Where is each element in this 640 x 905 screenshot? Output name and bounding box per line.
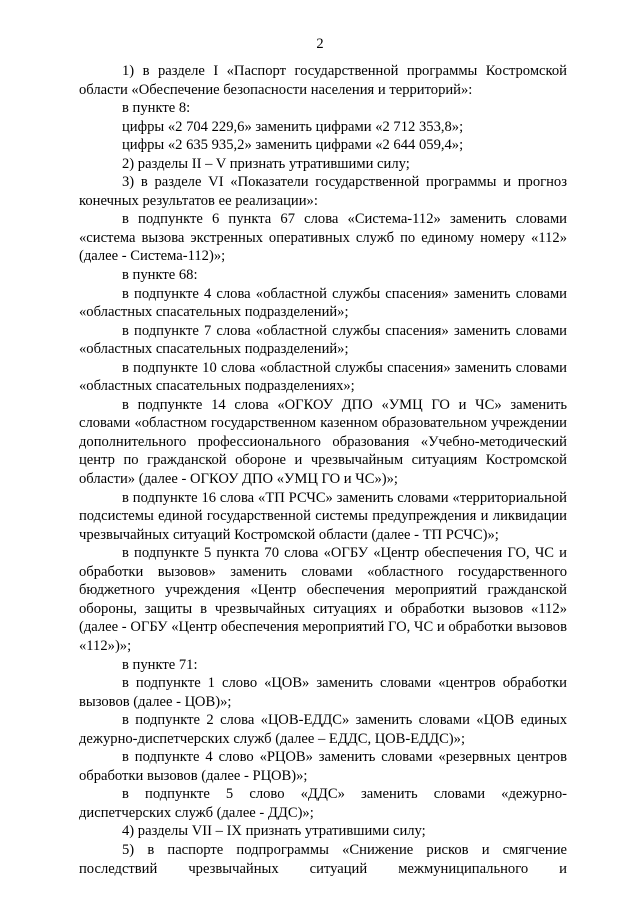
paragraph: в подпункте 4 слово «РЦОВ» заменить словами «резервных центров обработки вызовов (далее - РЦОВ)»;	[79, 749, 567, 784]
paragraph: в подпункте 5 слово «ДДС» заменить словами «дежурно-диспетчерских служб (далее - ДДС)»;	[79, 786, 567, 821]
paragraph: 5) в паспорте подпрограммы «Снижение рисков и смягчение последствий чрезвычайных ситуаций межмуниципального и	[79, 841, 567, 877]
paragraph: в пункте 68:	[122, 267, 198, 284]
paragraph: в подпункте 10 слова «областной службы спасения» заменить словами «областных спасательных подразделениях»;	[79, 359, 567, 395]
paragraph: в подпункте 6 пункта 67 слова «Система-112» заменить словами «система вызова экстренных оперативных служб по единому номеру «112» (далее - Система-112)»;	[79, 211, 567, 265]
paragraph: в подпункте 16 слова «ТП РСЧС» заменить словами «территориальной подсистемы единой государственной системы предупреждения и ликвидации чрезвычайных ситуаций Костромской области (далее - ТП РСЧС)»;	[79, 489, 567, 543]
paragraph: в подпункте 7 слова «областной службы спасения» заменить словами «областных спасательных подразделений»;	[79, 322, 567, 358]
paragraph: 4) разделы VII – IX признать утратившими силу;	[122, 823, 426, 840]
page-number: 2	[316, 36, 324, 52]
paragraph: 3) в разделе VI «Показатели государственной программы и прогноз конечных результатов ее реализации»:	[79, 174, 567, 209]
paragraph: в подпункте 14 слова «ОГКОУ ДПО «УМЦ ГО и ЧС» заменить словами «областном государственном казенном образовательном учреждении дополнительного профессионального образования «Учебно-методический центр по гражданской обороне и чрезвычайным ситуациям Костромской области» (далее - ОГКОУ ДПО «УМЦ ГО и ЧС»)»;	[79, 396, 567, 488]
paragraph: цифры «2 635 935,2» заменить цифрами «2 644 059,4»;	[122, 137, 464, 154]
paragraph: в подпункте 1 слово «ЦОВ» заменить словами «центров обработки вызовов (далее - ЦОВ)»;	[79, 675, 567, 710]
paragraph: 2) разделы II – V признать утратившими силу;	[122, 155, 410, 172]
paragraph: в подпункте 2 слова «ЦОВ-ЕДДС» заменить словами «ЦОВ единых дежурно-диспетчерских служб (далее – ЕДДС, ЦОВ-ЕДДС)»;	[79, 712, 567, 747]
paragraph: в подпункте 4 слова «областной службы спасения» заменить словами «областных спасательных подразделений»;	[79, 285, 567, 321]
paragraph: в пункте 8:	[122, 100, 191, 117]
paragraph: 1) в разделе I «Паспорт государственной программы Костромской области «Обеспечение безопасности населения и территорий»:	[79, 63, 567, 98]
paragraph: цифры «2 704 229,6» заменить цифрами «2 712 353,8»;	[122, 118, 464, 135]
paragraph: в пункте 71:	[122, 656, 198, 673]
paragraph: в подпункте 5 пункта 70 слова «ОГБУ «Центр обеспечения ГО, ЧС и обработки вызовов» заменить словами «областного государственного бюджетного учреждения «Центр обеспечения мероприятий гражданской обороны, защиты в чрезвычайных ситуациях и обработки вызовов «112» (далее - ОГБУ «Центр обеспечения мероприятий ГО, ЧС и обработки вызовов «112»)»;	[79, 545, 567, 654]
document-body	[79, 62, 567, 878]
